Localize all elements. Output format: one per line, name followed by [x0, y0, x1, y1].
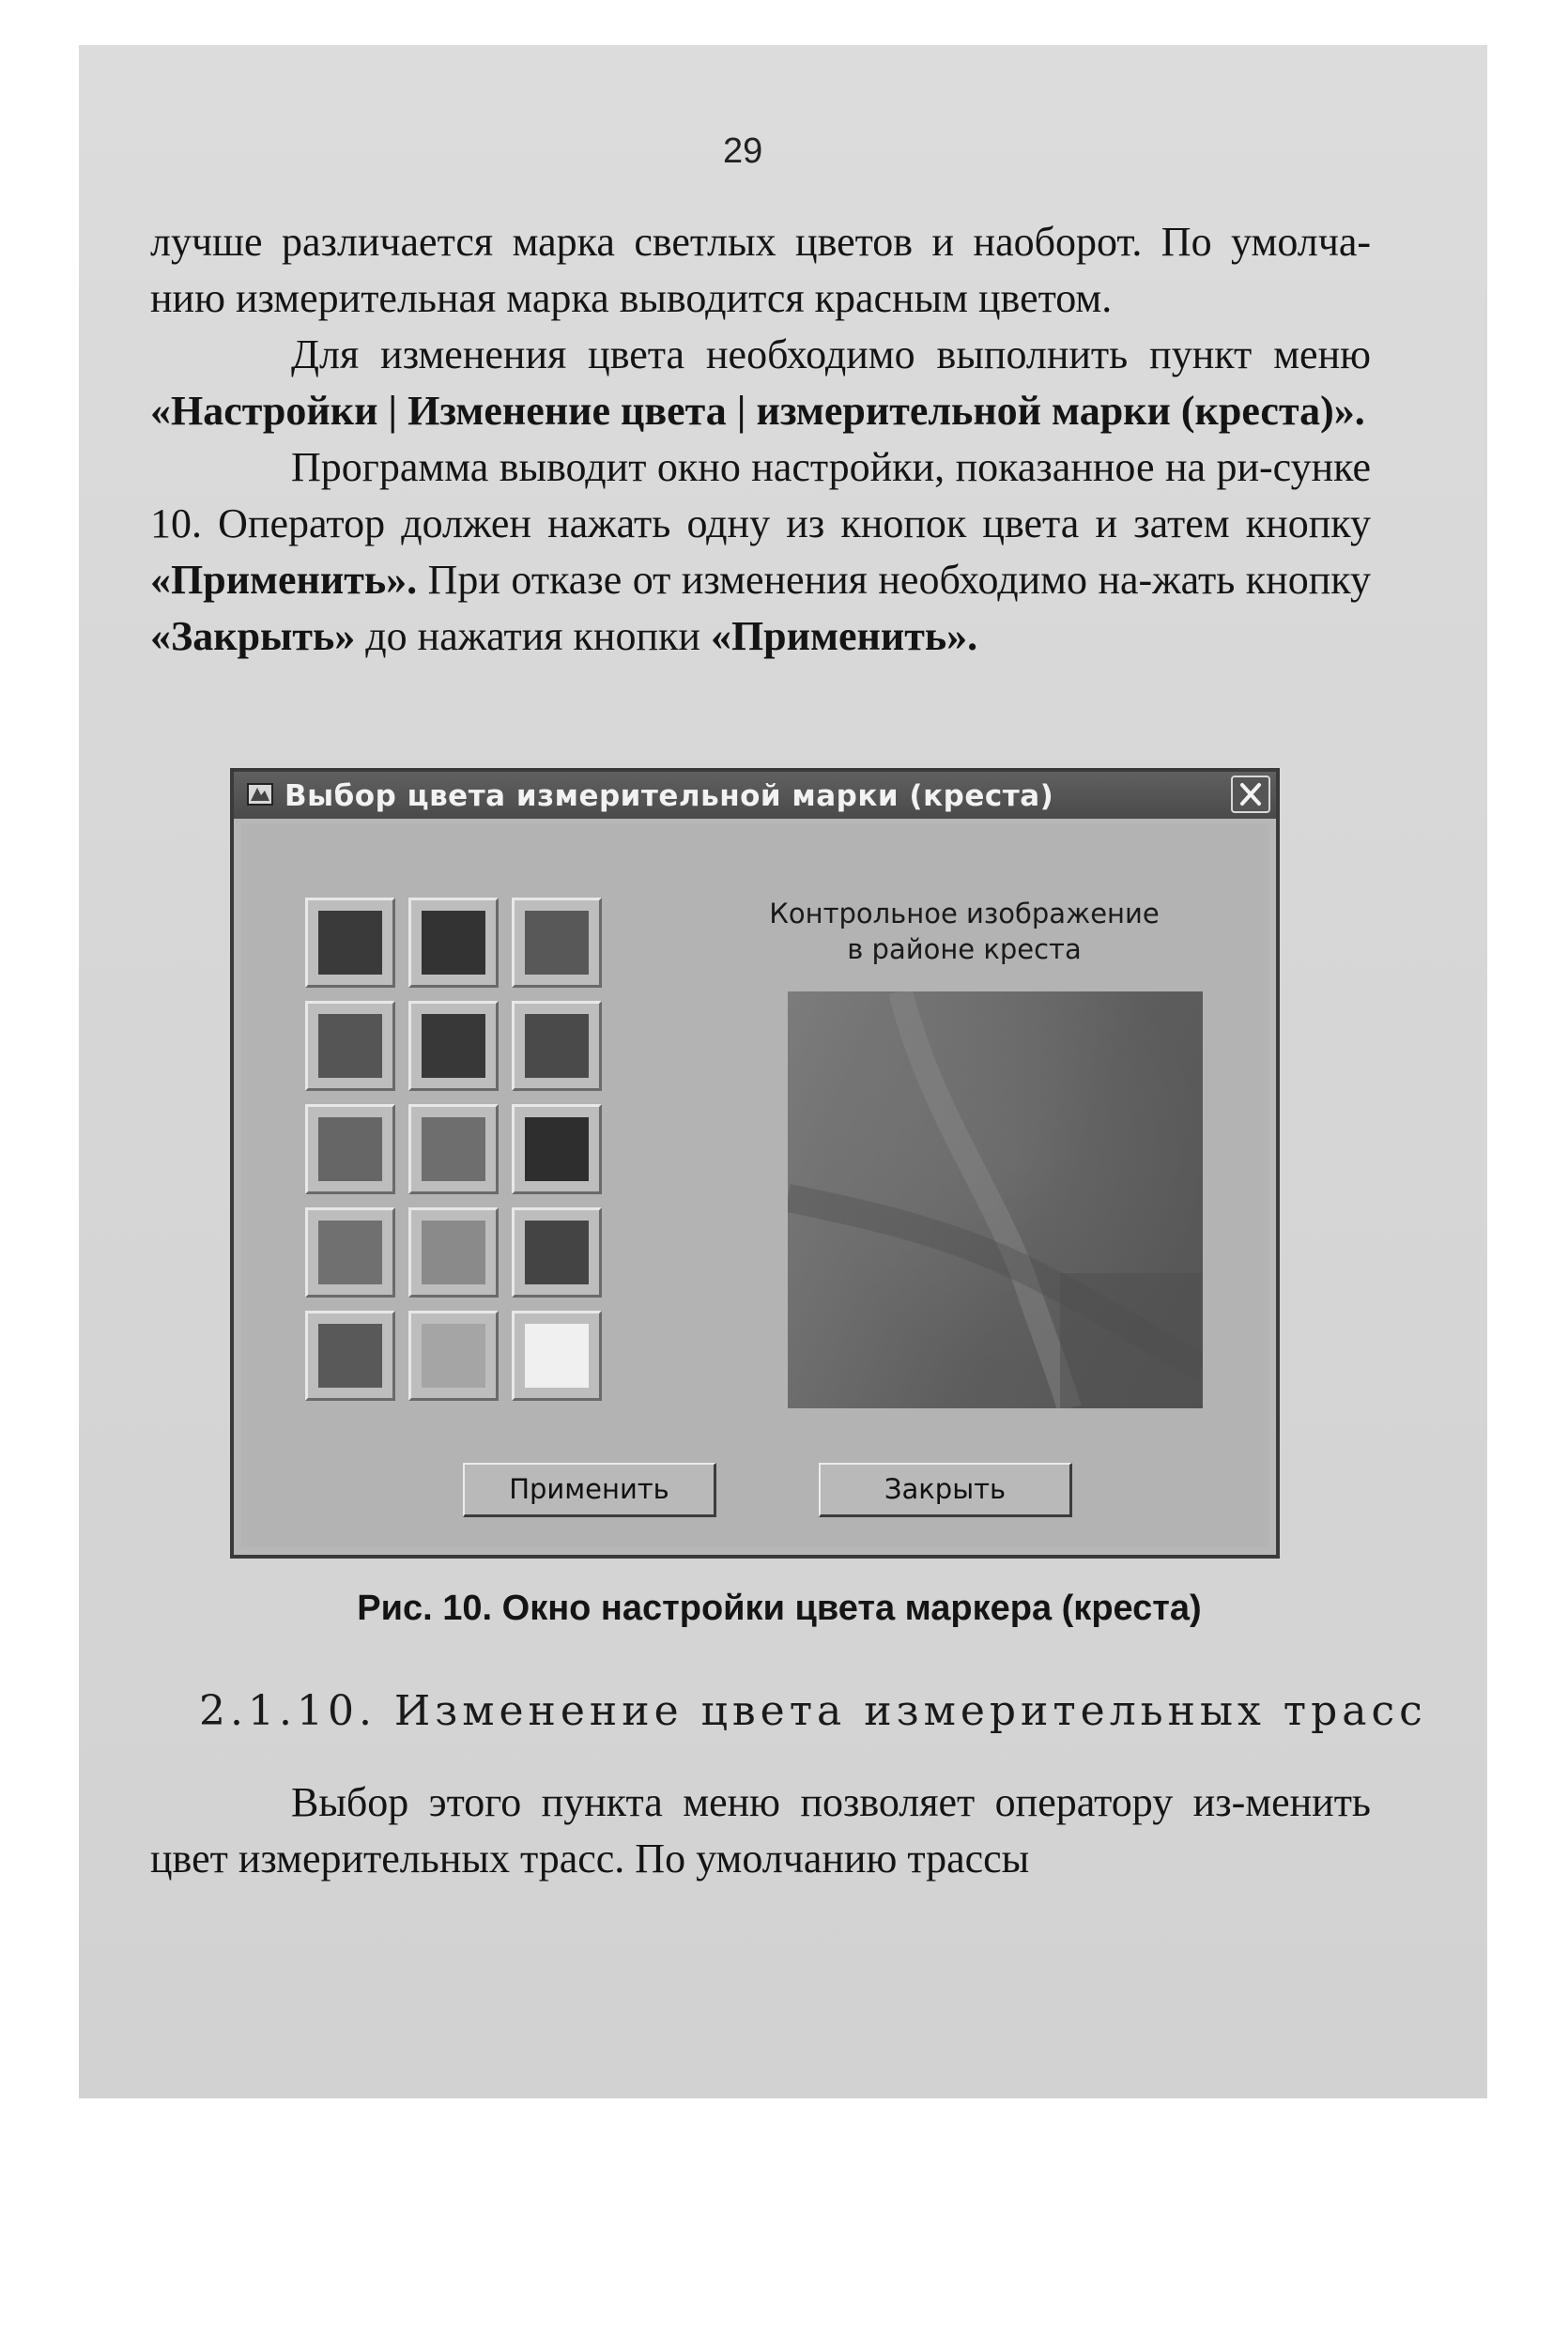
bold-text: «Настройки | Изменение цвета | измерительной марки (креста)». — [150, 388, 1365, 434]
body-text-top — [150, 214, 1371, 665]
close-button[interactable]: Закрыть — [819, 1463, 1072, 1517]
swatch-color-fill — [525, 911, 589, 975]
text-run: При отказе от изменения необходимо на-жать кнопку — [417, 557, 1371, 603]
color-swatch-button[interactable] — [408, 1104, 499, 1194]
color-settings-window — [230, 768, 1280, 1559]
window-client-area — [241, 824, 1268, 1547]
apply-button[interactable]: Применить — [463, 1463, 716, 1517]
preview-terrain — [788, 991, 1203, 1408]
bold-text: «Закрыть» — [150, 613, 356, 659]
swatch-color-fill — [318, 1014, 382, 1078]
window-titlebar[interactable] — [234, 772, 1276, 819]
swatch-color-fill — [318, 911, 382, 975]
swatch-color-fill — [525, 1117, 589, 1181]
window-title: Выбор цвета измерительной марки (креста) — [284, 779, 1054, 813]
page-number: 29 — [723, 131, 763, 171]
paragraph — [150, 327, 1371, 439]
preview-caption-line-2: в районе креста — [847, 933, 1082, 965]
color-swatch-button[interactable] — [305, 1311, 395, 1401]
color-swatch-button[interactable] — [305, 1001, 395, 1091]
swatch-color-fill — [318, 1324, 382, 1388]
text-run: Выбор этого пункта меню позволяет оператору из-менить цвет измерительных трасс. По умолчанию трассы — [150, 1779, 1371, 1882]
color-swatch-button[interactable] — [512, 1001, 602, 1091]
color-swatch-button[interactable] — [305, 1207, 395, 1298]
swatch-color-fill — [525, 1221, 589, 1284]
text-run: до нажатия кнопки — [355, 613, 711, 659]
bold-text: «Применить». — [710, 613, 978, 659]
swatch-color-fill — [422, 1117, 485, 1181]
preview-caption — [767, 896, 1161, 967]
color-swatch-button[interactable] — [305, 1104, 395, 1194]
text-run: лучше различается марка светлых цветов и наоборот. По умолча-нию измерительная марка выводится красным цветом. — [150, 219, 1371, 321]
paragraph — [150, 1774, 1371, 1887]
color-swatch-button[interactable] — [305, 898, 395, 988]
swatch-color-fill — [422, 911, 485, 975]
color-swatch-button[interactable] — [512, 1104, 602, 1194]
bold-text: «Применить». — [150, 557, 418, 603]
close-icon — [1233, 777, 1268, 811]
color-swatch-button[interactable] — [408, 1207, 499, 1298]
swatch-color-fill — [525, 1014, 589, 1078]
swatch-color-fill — [422, 1014, 485, 1078]
preview-caption-line-1: Контрольное изображение — [769, 898, 1160, 929]
color-swatch-button[interactable] — [512, 898, 602, 988]
color-swatch-button[interactable] — [512, 1207, 602, 1298]
swatch-color-fill — [422, 1221, 485, 1284]
swatch-color-fill — [422, 1324, 485, 1388]
color-swatch-button[interactable] — [512, 1311, 602, 1401]
swatch-color-fill — [525, 1324, 589, 1388]
paragraph — [150, 214, 1371, 327]
body-text-bottom — [150, 1774, 1371, 1887]
section-heading: 2.1.10. Изменение цвета измерительных трасс — [199, 1687, 1427, 1735]
crosshair-preview-image — [788, 991, 1203, 1408]
text-run: Программа выводит окно настройки, показанное на ри-сунке 10. Оператор должен нажать одну из кнопок цвета и затем кнопку — [150, 444, 1371, 546]
application-icon — [247, 781, 273, 807]
close-window-button[interactable] — [1231, 776, 1270, 813]
color-swatch-button[interactable] — [408, 1001, 499, 1091]
color-swatch-button[interactable] — [408, 1311, 499, 1401]
paragraph — [150, 439, 1371, 665]
color-swatch-button[interactable] — [408, 898, 499, 988]
swatch-color-fill — [318, 1117, 382, 1181]
swatch-color-fill — [318, 1221, 382, 1284]
figure-caption: Рис. 10. Окно настройки цвета маркера (креста) — [357, 1589, 1202, 1628]
text-run: Для изменения цвета необходимо выполнить пункт меню — [291, 331, 1371, 377]
